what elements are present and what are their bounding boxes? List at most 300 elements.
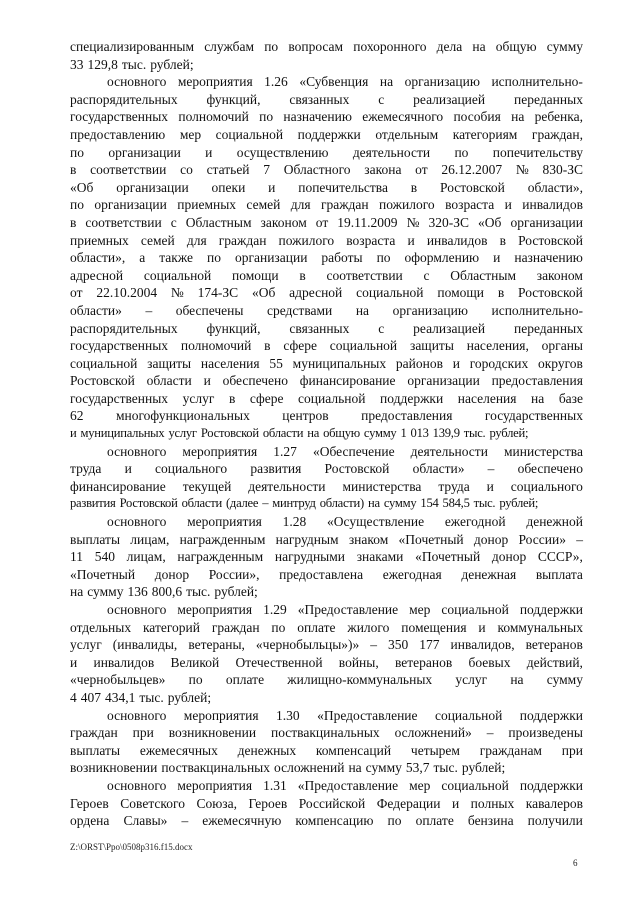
word: социальной <box>215 126 284 142</box>
word: статьей <box>206 162 250 178</box>
word: на <box>531 390 545 406</box>
word: боевых <box>468 654 511 670</box>
word: «чернобыльцы»)» <box>255 637 360 653</box>
word: денежная <box>461 566 517 582</box>
word: труда <box>70 461 102 477</box>
word: поддержки <box>519 707 583 723</box>
word: – <box>370 637 378 653</box>
word: распорядительных <box>70 320 178 336</box>
word: 11 <box>70 549 83 565</box>
word: бензина <box>467 813 514 829</box>
word: в <box>299 267 306 283</box>
word: попечительству <box>492 144 583 160</box>
word: – <box>486 725 494 741</box>
word: обеспечены <box>175 302 244 318</box>
text-line <box>70 355 583 373</box>
word: сумму <box>87 584 124 600</box>
word: мер <box>409 602 431 617</box>
word: денежной <box>526 514 583 530</box>
word: текущей <box>182 478 232 494</box>
word: компенсаций <box>315 742 392 758</box>
word: по <box>454 144 469 160</box>
word: граждан, <box>531 126 583 142</box>
text-line <box>70 267 583 285</box>
word: мероприятия <box>177 74 253 90</box>
word: нагрудным <box>275 531 339 547</box>
word: войны, <box>338 654 379 670</box>
word: рублей; <box>150 56 194 72</box>
word: области» <box>70 302 122 318</box>
word: оформлению <box>404 250 480 266</box>
word: «Об <box>251 285 276 301</box>
word: 177 <box>419 637 440 653</box>
word: донор <box>154 566 190 582</box>
word: на <box>348 760 362 776</box>
word: соответствии <box>85 214 162 230</box>
text-line <box>70 38 583 56</box>
word: 19.11.2009 <box>337 214 398 230</box>
word: министерства <box>504 443 583 459</box>
word: социальной <box>441 602 509 617</box>
word: поддержки <box>380 390 444 406</box>
word: области <box>262 426 304 441</box>
word: службам <box>204 39 255 54</box>
word: 129,8 <box>87 56 118 72</box>
word: услуг <box>70 637 102 653</box>
word: законом <box>260 214 307 230</box>
word: тыс. <box>433 760 458 776</box>
word: при <box>561 742 583 758</box>
word: 33 <box>70 56 84 72</box>
text-line <box>70 601 583 619</box>
word: сфере <box>283 338 317 354</box>
word: 136 <box>127 584 148 600</box>
word: 154 <box>420 496 439 511</box>
word: социальной <box>434 707 503 723</box>
word: знаком <box>348 531 389 547</box>
text-line <box>70 759 583 777</box>
text-line <box>70 619 583 637</box>
word: 174-ЗС <box>197 285 239 301</box>
text-line <box>70 671 583 689</box>
word: компенсацию <box>295 813 374 829</box>
word: и <box>70 426 77 441</box>
word: основного <box>107 443 167 459</box>
word: социального <box>510 478 583 494</box>
word: на <box>379 74 394 90</box>
word: помещения <box>401 619 467 635</box>
word: государственных <box>70 390 169 406</box>
word: Ростовской <box>119 496 178 511</box>
word: рублей; <box>489 426 529 441</box>
word: Героев <box>248 795 288 811</box>
word: рублей; <box>499 496 539 511</box>
word: 62 <box>70 408 84 424</box>
word: инвалидов <box>426 232 488 248</box>
word: обеспечено <box>517 461 583 477</box>
word: предоставления <box>361 408 453 424</box>
text-line <box>70 795 583 813</box>
text-line <box>70 320 583 338</box>
word: и <box>407 232 415 248</box>
word: 540 <box>94 549 115 565</box>
word: инвалидов, <box>450 637 515 653</box>
word: по <box>188 672 203 688</box>
word: тыс. <box>473 496 496 511</box>
word: 7 <box>263 162 271 178</box>
word: работы <box>321 250 363 266</box>
word: оплате <box>297 619 336 635</box>
text-line <box>70 460 583 478</box>
word: 434,1 <box>105 689 136 705</box>
word: в <box>70 214 77 230</box>
word: населения <box>457 390 517 406</box>
word: «Почетный <box>398 531 464 547</box>
word: в <box>410 179 418 195</box>
word: услуг <box>182 390 215 406</box>
word: в <box>499 232 506 248</box>
word: по <box>271 619 286 635</box>
word: поддержки <box>519 602 583 617</box>
word: тыс. <box>139 689 164 705</box>
word: по <box>70 144 84 160</box>
word: 22.10.2004 <box>96 285 158 301</box>
word: «Субвенция <box>299 74 369 90</box>
word: нагрудными <box>274 549 346 565</box>
text-line <box>70 390 583 408</box>
word: социальной <box>70 355 138 371</box>
word: пособия <box>453 109 501 125</box>
word: Федерации <box>376 795 441 811</box>
word: услуг <box>455 672 488 688</box>
word: мероприятия <box>183 707 259 723</box>
text-line <box>70 144 583 162</box>
word: вопросам <box>288 39 344 54</box>
word: социальной <box>356 285 424 301</box>
word: государственных <box>70 338 169 354</box>
word: Великой <box>170 654 220 670</box>
word: 53,7 <box>405 760 430 776</box>
text-line <box>70 636 583 654</box>
word: Ростовской <box>518 232 583 248</box>
word: округов <box>537 355 583 371</box>
word: и <box>70 654 78 670</box>
word: организации <box>407 373 480 389</box>
word: развития <box>70 496 116 511</box>
word: выплаты <box>70 531 121 547</box>
word: на <box>368 496 380 511</box>
word: 1.27 <box>273 443 297 459</box>
word: по <box>264 39 279 54</box>
word: адресной <box>289 285 343 301</box>
word: финансирование <box>299 373 396 389</box>
word: 1 <box>400 426 407 441</box>
word: (инвалиды, <box>112 637 178 653</box>
word: реализацией <box>413 91 486 107</box>
word: оплате <box>415 813 454 829</box>
word: Отечественной <box>235 654 323 670</box>
word: сумму <box>546 672 583 688</box>
word: социального <box>155 461 228 477</box>
word: осуществлению <box>236 144 329 160</box>
word: знаками <box>356 549 404 565</box>
word: – <box>487 461 495 477</box>
word: возникновении <box>70 760 158 776</box>
word: назначению <box>283 109 352 125</box>
word: и <box>504 197 512 213</box>
word: 1.28 <box>282 514 307 530</box>
word: лицам, <box>130 531 170 547</box>
word: на <box>70 584 84 600</box>
word: действий, <box>526 654 583 670</box>
word: области <box>146 373 192 389</box>
word: на <box>307 426 320 441</box>
word: (далее <box>225 496 259 511</box>
word: и <box>205 144 213 160</box>
word: 584,5 <box>442 496 470 511</box>
word: «Предоставление <box>317 707 418 723</box>
text-line <box>70 478 583 496</box>
text-line <box>70 179 583 197</box>
word: «Об <box>478 214 502 230</box>
word: и <box>268 179 276 195</box>
text-line <box>70 407 583 425</box>
word: мер <box>179 126 202 142</box>
text-line <box>70 284 583 302</box>
word: социальной <box>298 390 366 406</box>
word: соответствии <box>326 267 403 283</box>
word: жилищно-коммунальных <box>287 672 433 688</box>
word: отдельным <box>375 126 439 142</box>
word: а <box>139 250 146 266</box>
word: Российской <box>298 795 366 811</box>
word: общую <box>495 39 537 54</box>
word: 4 <box>70 689 77 705</box>
word: и <box>493 250 501 266</box>
word: реализацией <box>413 320 486 336</box>
word: № <box>406 214 420 230</box>
word: 350 <box>388 637 409 653</box>
word: награжденным <box>179 531 266 547</box>
word: помощи <box>437 285 484 301</box>
word: сумму <box>546 39 583 54</box>
word: распорядительных <box>70 91 178 107</box>
text-line <box>70 812 583 830</box>
word: финансирование <box>70 478 166 494</box>
word: получили <box>527 813 583 829</box>
word: приемных <box>177 197 237 213</box>
word: Союза, <box>196 795 237 811</box>
word: ветеранов <box>525 637 583 653</box>
text-line <box>70 495 583 513</box>
word: на <box>472 39 486 54</box>
word: со <box>180 162 193 178</box>
word: основного <box>107 74 167 90</box>
word: районов <box>395 355 443 371</box>
word: населения <box>200 355 260 371</box>
text-line <box>70 108 583 126</box>
word: полных <box>470 795 515 811</box>
word: по <box>259 109 274 125</box>
word: услуг <box>168 426 197 441</box>
word: закона <box>364 162 402 178</box>
word: основного <box>107 602 167 617</box>
word: 800,6 <box>151 584 183 600</box>
word: минтруд <box>272 496 316 511</box>
word: – <box>181 813 189 829</box>
word: 1.31 <box>263 777 287 793</box>
word: предоставлению <box>70 126 166 142</box>
word: СССР», <box>537 549 583 565</box>
word: труда <box>438 478 470 494</box>
word: 1.29 <box>263 602 287 617</box>
word: Ростовской <box>70 373 135 389</box>
word: кавалеров <box>525 795 583 811</box>
word: организации <box>234 250 308 266</box>
text-line <box>70 337 583 355</box>
word: социальной <box>441 777 509 793</box>
page-number: 6 <box>573 858 578 868</box>
word: с <box>170 214 177 230</box>
word: ежемесячную <box>202 813 282 829</box>
word: и <box>486 478 494 494</box>
word: осложнений <box>274 760 345 776</box>
word: донор <box>473 531 509 547</box>
word: с <box>423 267 430 283</box>
word: соответствии <box>90 162 167 178</box>
word: отдельных <box>70 619 132 635</box>
word: основного <box>107 707 167 723</box>
word: 013 <box>410 426 429 441</box>
word: ребенка, <box>534 109 583 125</box>
word: по <box>70 197 84 213</box>
word: «Предоставление <box>297 777 399 793</box>
word: «Предоставление <box>297 602 399 617</box>
word: защиты <box>409 338 454 354</box>
text-line <box>70 654 583 672</box>
word: донор <box>491 549 527 565</box>
word: мероприятия <box>187 514 262 530</box>
word: центров <box>282 408 329 424</box>
word: министерства <box>342 478 422 494</box>
word: организации <box>510 214 583 230</box>
word: тыс. <box>121 56 147 72</box>
word: выплаты <box>70 742 121 758</box>
word: пожилого <box>379 197 435 213</box>
document-body <box>70 38 583 830</box>
word: многофункциональных <box>115 408 250 424</box>
word: и <box>451 795 460 811</box>
word: функций, <box>206 91 261 107</box>
word: рублей; <box>214 584 258 600</box>
word: для <box>290 197 311 213</box>
word: «Об <box>70 179 94 195</box>
word: сумму <box>363 426 397 441</box>
word: средствами <box>267 302 333 318</box>
word: Героев <box>70 795 109 811</box>
word: возраста <box>445 197 495 213</box>
text-line <box>70 531 583 549</box>
word: осложнений» <box>394 725 472 741</box>
word: похоронного <box>353 39 427 54</box>
text-line <box>70 425 583 443</box>
word: связанных <box>289 91 350 107</box>
word: жилого <box>347 619 390 635</box>
word: законом <box>536 267 583 283</box>
word: мер <box>409 777 431 793</box>
word: Областным <box>450 267 516 283</box>
word: граждан <box>320 197 369 213</box>
word: и <box>478 619 486 635</box>
word: ежемесячных <box>139 742 218 758</box>
word: семей <box>140 232 175 248</box>
word: мероприятия <box>182 443 258 459</box>
text-line <box>70 583 583 601</box>
word: от <box>70 285 83 301</box>
word: органы <box>541 338 583 354</box>
word: назначению <box>514 250 583 266</box>
word: ежемесячного <box>362 109 444 125</box>
word: денежных <box>237 742 297 758</box>
word: ветеранов <box>394 654 453 670</box>
word: предоставления <box>491 373 583 389</box>
word: предоставлена <box>279 566 364 582</box>
word: 1.30 <box>276 707 300 723</box>
word: «Обеспечение <box>312 443 395 459</box>
word: на <box>511 109 525 125</box>
word: области» <box>412 461 465 477</box>
word: организации <box>94 197 167 213</box>
word: области) <box>319 496 364 511</box>
text-line <box>70 724 583 742</box>
word: основного <box>107 777 167 793</box>
word: четырем <box>410 742 460 758</box>
word: полномочий <box>180 338 252 354</box>
word: рублей; <box>167 689 212 705</box>
word: городских <box>469 355 529 371</box>
word: № <box>515 162 529 178</box>
text-line <box>70 161 583 179</box>
word: дела <box>436 39 463 54</box>
word: – <box>576 531 583 547</box>
word: с <box>378 91 385 107</box>
word: с <box>378 320 385 336</box>
word: граждан <box>70 725 118 741</box>
word: «чернобыльцев» <box>70 672 166 688</box>
word: основного <box>107 514 167 530</box>
word: помощи <box>232 267 279 283</box>
word: поствакцинальных <box>270 725 380 741</box>
word: – <box>262 496 269 511</box>
word: ордена <box>70 813 110 829</box>
word: на <box>355 302 370 318</box>
text-line <box>70 232 583 250</box>
word: России», <box>208 566 260 582</box>
text-line <box>70 302 583 320</box>
text-line <box>70 196 583 214</box>
word: в <box>264 338 271 354</box>
word: выплата <box>535 566 583 582</box>
text-line <box>70 249 583 267</box>
word: базе <box>558 390 583 406</box>
word: поствакцинальных <box>161 760 270 776</box>
word: деятельности <box>352 144 431 160</box>
word: социальной <box>329 338 398 354</box>
text-line <box>70 742 583 760</box>
word: № <box>170 285 184 301</box>
word: Областного <box>283 162 351 178</box>
word: оплате <box>225 672 265 688</box>
